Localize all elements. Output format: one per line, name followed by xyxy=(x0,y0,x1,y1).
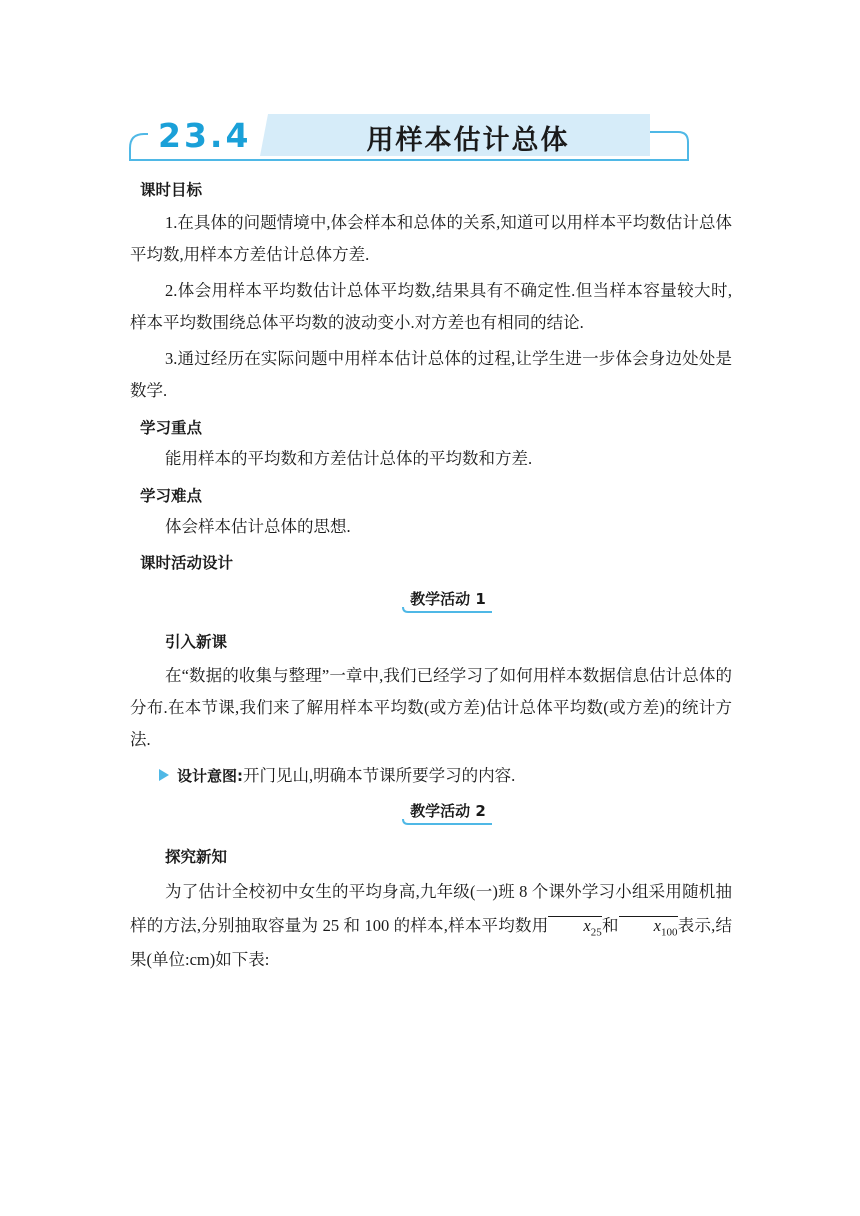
goal-2: 2.体会用样本平均数估计总体平均数,结果具有不确定性.但当样本容量较大时,样本平均数围绕总体平均数的波动变小.对方差也有相同的结论. xyxy=(130,281,732,332)
activity-2-label xyxy=(402,800,494,826)
difficulties-text: 体会样本估计总体的思想. xyxy=(165,517,351,536)
explore-text-part2: 表示,结果(单位:cm)如下表: xyxy=(130,916,732,969)
x-bar-25: $x_{25}$ xyxy=(548,916,601,941)
intro-text: 在“数据的收集与整理”一章中,我们已经学习了如何用样本数据信息估计总体的分布.在本节课,我们来了解用样本平均数(或方差)估计总体平均数(或方差)的统计方法. xyxy=(130,666,732,749)
section-number: 23.4 xyxy=(158,116,252,155)
section-header xyxy=(128,108,692,164)
heading-goals: 课时目标 xyxy=(140,181,203,199)
heading-design: 课时活动设计 xyxy=(140,554,234,572)
heading-explore: 探究新知 xyxy=(165,848,228,866)
key-points-text: 能用样本的平均数和方差估计总体的平均数和方差. xyxy=(165,449,533,468)
heading-key-points: 学习重点 xyxy=(140,419,203,437)
explore-text-part1: 为了估计全校初中女生的平均身高,九年级(一)班 8 个课外学习小组采用随机抽样的方法,分别抽取容量为 25 和 100 的样本,样本平均数用 xyxy=(130,882,732,935)
section-title: 用样本估计总体 xyxy=(366,125,570,156)
activity-2-underline xyxy=(402,818,494,826)
heading-intro: 引入新课 xyxy=(165,633,228,651)
goal-3: 3.通过经历在实际问题中用样本估计总体的过程,让学生进一步体会身边处处是数学. xyxy=(130,349,732,400)
activity-2-text: 教学活动 2 xyxy=(410,802,486,820)
activity-1-label xyxy=(402,588,494,614)
design-intent xyxy=(165,762,515,786)
heading-difficulties: 学习难点 xyxy=(140,487,203,505)
explore-text: 为了估计全校初中女生的平均身高,九年级(一)班 8 个课外学习小组采用随机抽样的方法,分别抽取容量为 25 和 100 的样本,样本平均数用 $x_{25}$和 $x_{100}$表示,结果(单位:cm)如下表: xyxy=(130,882,732,969)
triangle-icon xyxy=(159,769,169,781)
goal-1: 1.在具体的问题情境中,体会样本和总体的关系,知道可以用样本平均数估计总体平均数,用样本方差估计总体方差. xyxy=(130,213,732,264)
activity-1-underline xyxy=(402,606,494,614)
design-intent-text: 开门见山,明确本节课所要学习的内容. xyxy=(243,766,516,785)
x-bar-100: $x_{100}$ xyxy=(619,916,678,941)
design-intent-label: 设计意图: xyxy=(177,767,243,785)
activity-1-text: 教学活动 1 xyxy=(410,590,486,608)
